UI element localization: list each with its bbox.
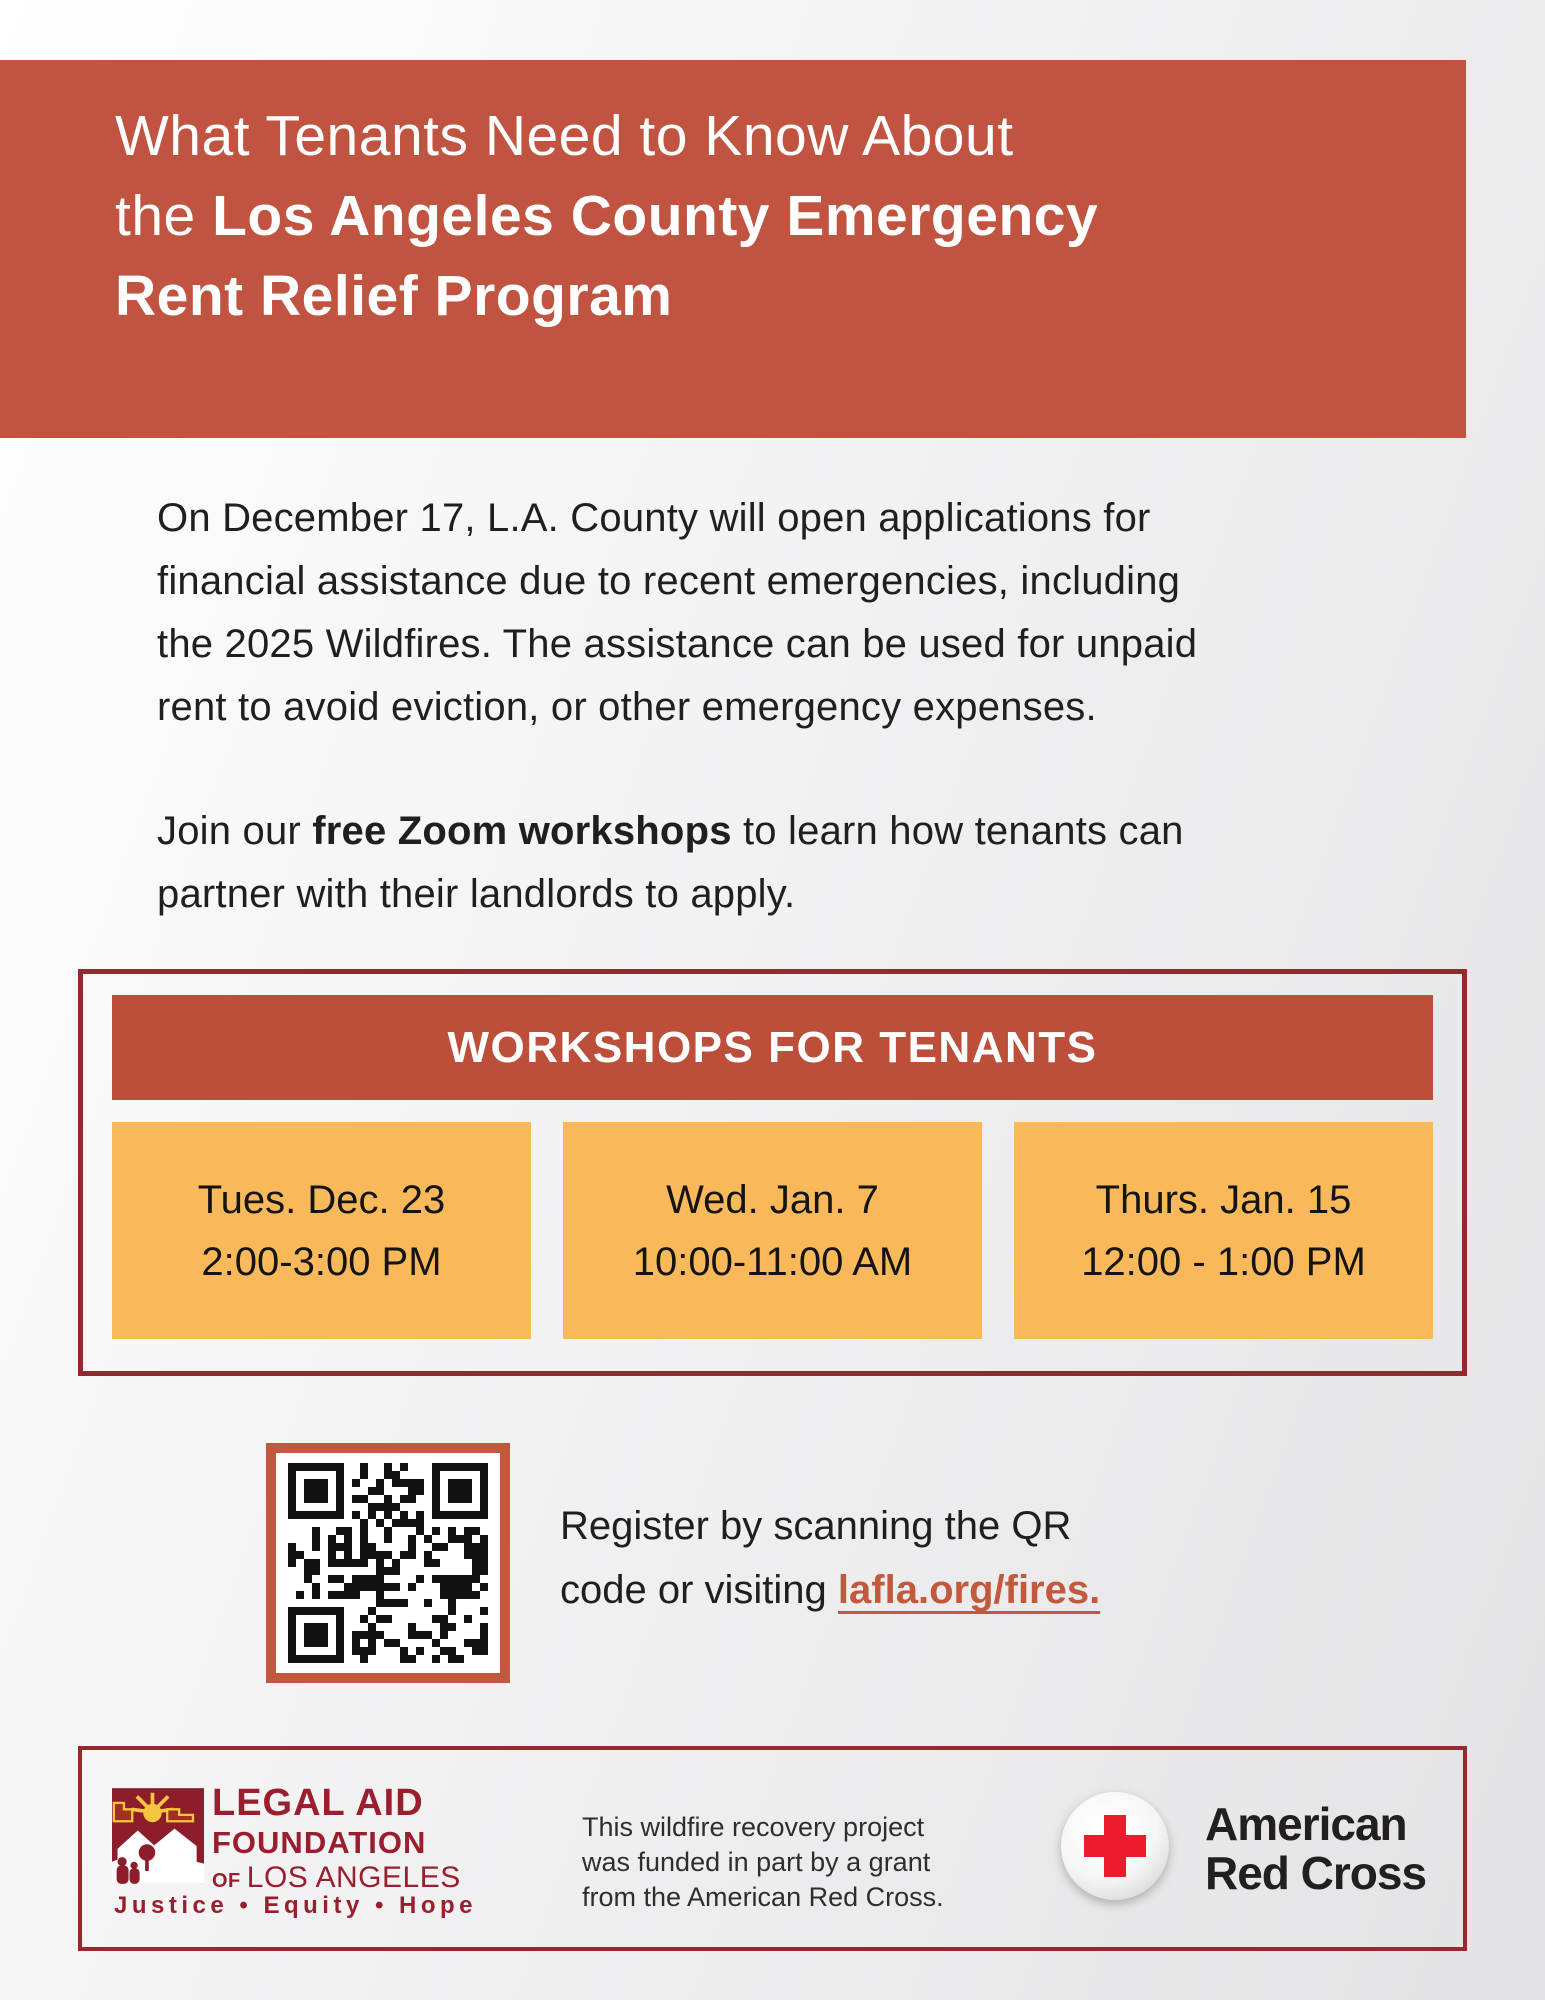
title-line-2-regular: the bbox=[115, 184, 213, 248]
intro-line: financial assistance due to recent emergencies, including bbox=[157, 559, 1181, 603]
register-text bbox=[560, 1494, 1100, 1622]
intro-line: the 2025 Wildfires. The assistance can be used for unpaid bbox=[157, 622, 1198, 666]
red-cross-icon bbox=[1059, 1790, 1171, 1902]
american-red-cross-wordmark bbox=[1205, 1800, 1426, 1898]
workshop-time: 2:00-3:00 PM bbox=[201, 1239, 442, 1284]
register-line-2 bbox=[560, 1558, 1100, 1622]
invite-text: Join our bbox=[157, 809, 313, 853]
workshops-box bbox=[78, 969, 1467, 1376]
title-line-2 bbox=[115, 176, 1466, 256]
invite-line-2: partner with their landlords to apply. bbox=[157, 872, 796, 916]
lafla-of: OF bbox=[212, 1870, 241, 1892]
workshop-card bbox=[112, 1122, 531, 1339]
lafla-name-line-2: FOUNDATION bbox=[212, 1825, 427, 1860]
lafla-tagline: Justice • Equity • Hope bbox=[114, 1892, 478, 1919]
lafla-logo-icon bbox=[112, 1788, 204, 1884]
invite-bold-text: free Zoom workshops bbox=[312, 809, 732, 853]
arc-line-2: Red Cross bbox=[1205, 1847, 1427, 1899]
intro-line: rent to avoid eviction, or other emergency expenses. bbox=[157, 685, 1097, 729]
register-text-before-link: code or visiting bbox=[560, 1568, 838, 1612]
workshop-card bbox=[1014, 1122, 1433, 1339]
funding-line: from the American Red Cross. bbox=[582, 1882, 944, 1912]
workshop-date: Tues. Dec. 23 bbox=[197, 1177, 446, 1222]
funding-line: This wildfire recovery project bbox=[582, 1812, 925, 1842]
workshop-date: Thurs. Jan. 15 bbox=[1095, 1177, 1352, 1222]
lafla-los-angeles: LOS ANGELES bbox=[246, 1861, 461, 1894]
workshop-time: 10:00-11:00 AM bbox=[632, 1239, 913, 1284]
lafla-fires-link[interactable]: lafla.org/fires. bbox=[837, 1568, 1101, 1612]
footer-box bbox=[78, 1746, 1467, 1951]
title-banner bbox=[0, 60, 1466, 438]
title-line-3-bold: Rent Relief Program bbox=[115, 264, 673, 328]
invite-line-1 bbox=[157, 800, 1184, 863]
lafla-name-line-3 bbox=[212, 1863, 461, 1893]
workshop-card bbox=[563, 1122, 982, 1339]
lafla-name-line-1: LEGAL AID bbox=[212, 1782, 424, 1824]
title-line-2-bold: Los Angeles County Emergency bbox=[212, 184, 1099, 248]
arc-line-1: American bbox=[1205, 1798, 1407, 1850]
lafla-logo-text bbox=[212, 1784, 461, 1893]
title-line-1: What Tenants Need to Know About bbox=[115, 104, 1014, 168]
workshops-header: WORKSHOPS FOR TENANTS bbox=[112, 995, 1433, 1100]
title-line-3 bbox=[115, 256, 1466, 336]
register-line-1: Register by scanning the QR bbox=[560, 1504, 1072, 1548]
intro-line: On December 17, L.A. County will open applications for bbox=[157, 496, 1151, 540]
funding-note bbox=[582, 1810, 944, 1915]
workshop-date: Wed. Jan. 7 bbox=[666, 1177, 879, 1222]
qr-code bbox=[266, 1443, 510, 1683]
funding-line: was funded in part by a grant bbox=[582, 1847, 931, 1877]
workshops-invite-paragraph bbox=[157, 800, 1184, 926]
intro-paragraph bbox=[157, 487, 1197, 739]
invite-text: to learn how tenants can bbox=[731, 809, 1184, 853]
workshop-time: 12:00 - 1:00 PM bbox=[1081, 1239, 1366, 1284]
